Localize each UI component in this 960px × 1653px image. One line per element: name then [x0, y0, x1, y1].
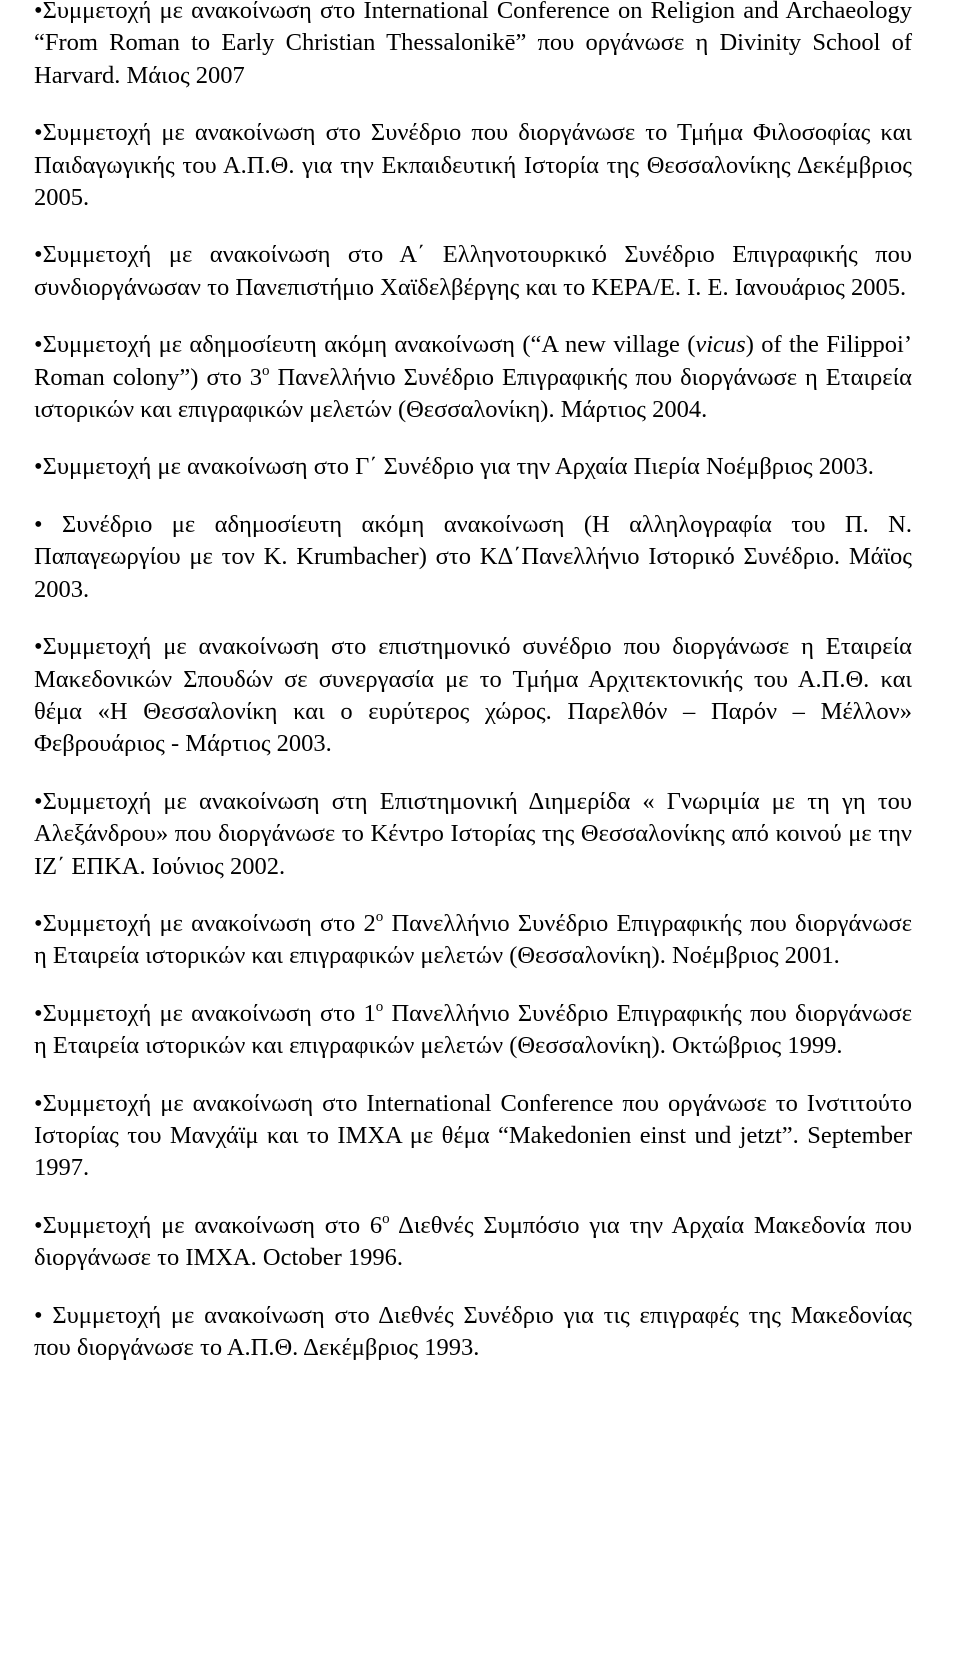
conference-entry: [34, 451, 912, 483]
ordinal-superscript: ο: [375, 908, 384, 925]
italic-term: vicus: [695, 331, 746, 359]
conference-entry: [34, 1210, 912, 1275]
conference-entry: [34, 1088, 912, 1185]
entry-text: •Συμμετοχή με ανακοίνωση στο 2: [34, 909, 376, 937]
entry-text: •Συμμετοχή με ανακοίνωση στο Συνέδριο που διοργάνωσε το Τμήμα Φιλοσοφίας και Παιδαγωγικής του Α.Π.Θ. για την Εκπαιδευτική Ιστορία της Θεσσαλονίκης Δεκέμβριος 2005.: [34, 119, 912, 212]
entry-text: •Συμμετοχή με ανακοίνωση στο Α΄ Ελληνοτουρκικό Συνέδριο Επιγραφικής που συνδιοργάνωσαν το Πανεπιστήμιο Χαϊδελβέργης και το ΚΕΡΑ/Ε. Ι. Ε. Ιανουάριος 2005.: [34, 241, 912, 301]
entry-text: Πανελλήνιο Συνέδριο Επιγραφικής που διοργάνωσε η Εταιρεία ιστορικών και επιγραφικών μελετών (Θεσσαλονίκη). Οκτώβριος 1999.: [34, 999, 913, 1060]
conference-entry: [34, 239, 912, 304]
conference-entry: [34, 329, 912, 426]
ordinal-superscript: ο: [382, 1210, 390, 1227]
conference-entry: [34, 1300, 912, 1365]
entry-text: •Συμμετοχή με ανακοίνωση στο International Conference on Religion and Archaeology “From Roman to Early Christian Thessalonikē” που οργάνωσε η Divinity School of Harvard. Μάιος 2007: [34, 0, 912, 89]
conference-entry: [34, 631, 912, 761]
entry-text: ) of the Filippoi’ Roman colony”) στο 3: [34, 331, 912, 391]
entry-text: •Συμμετοχή με αδημοσίευτη ακόμη ανακοίνωση (“A new village (: [34, 331, 696, 359]
conference-entry: [34, 117, 912, 214]
conference-entry: [34, 0, 912, 92]
entry-text: • Συνέδριο με αδημοσίευτη ακόμη ανακοίνωση (Η αλληλογραφία του Π. Ν. Παπαγεωργίου με τον K. Krumbacher) στο ΚΔ΄Πανελλήνιο Ιστορικό Συνέδριο. Μάϊος 2003.: [34, 510, 912, 603]
entry-text: Πανελλήνιο Συνέδριο Επιγραφικής που διοργάνωσε η Εταιρεία ιστορικών και επιγραφικών μελετών (Θεσσαλονίκη). Νοέμβριος 2001.: [34, 909, 913, 970]
conference-entry: [34, 998, 912, 1063]
entry-text: •Συμμετοχή με ανακοίνωση στο Γ΄ Συνέδριο για την Αρχαία Πιερία Νοέμβριος 2003.: [34, 453, 874, 481]
conference-entry: [34, 786, 912, 883]
entry-text: • Συμμετοχή με ανακοίνωση στο Διεθνές Συνέδριο για τις επιγραφές της Μακεδονίας που διοργάνωσε το Α.Π.Θ. Δεκέμβριος 1993.: [34, 1301, 912, 1361]
entry-text: •Συμμετοχή με ανακοίνωση στη Επιστημονική Διημερίδα « Γνωριμία με τη γη του Αλεξάνδρου» που διοργάνωσε το Κέντρο Ιστορίας της Θεσσαλονίκης από κοινού με την ΙΖ΄ ΕΠΚΑ. Ιούνιος 2002.: [34, 787, 912, 880]
entry-text: Πανελλήνιο Συνέδριο Επιγραφικής που διοργάνωσε η Εταιρεία ιστορικών και επιγραφικών μελετών (Θεσσαλονίκη). Μάρτιος 2004.: [34, 363, 912, 424]
conference-entry: [34, 908, 912, 973]
entry-text: •Συμμετοχή με ανακοίνωση στο επιστημονικό συνέδριο που διοργάνωσε η Εταιρεία Μακεδονικών Σπουδών σε συνεργασία με το Τμήμα Αρχιτεκτονικής του Α.Π.Θ. και θέμα «Η Θεσσαλονίκη και ο ευρύτερος χώρος. Παρελθόν – Παρόν – Μέλλον» Φεβρουάριος - Μάρτιος 2003.: [34, 633, 912, 758]
entry-text: Διεθνές Συμπόσιο για την Αρχαία Μακεδονία που διοργάνωσε το ΙΜΧΑ. October 1996.: [34, 1211, 912, 1272]
conference-entry: [34, 509, 912, 606]
entry-text: •Συμμετοχή με ανακοίνωση στο 6: [34, 1211, 383, 1239]
ordinal-superscript: ο: [375, 998, 384, 1015]
conference-participation-list: [34, 0, 912, 1364]
entry-text: •Συμμετοχή με ανακοίνωση στο International Conference που οργάνωσε το Ινστιτούτο Ιστορίας του Μανχάϊμ και το ΙΜΧΑ με θέμα “Makedonien einst und jetzt”. September 1997.: [34, 1089, 912, 1182]
entry-text: •Συμμετοχή με ανακοίνωση στο 1: [34, 999, 376, 1027]
ordinal-superscript: ο: [261, 362, 270, 379]
